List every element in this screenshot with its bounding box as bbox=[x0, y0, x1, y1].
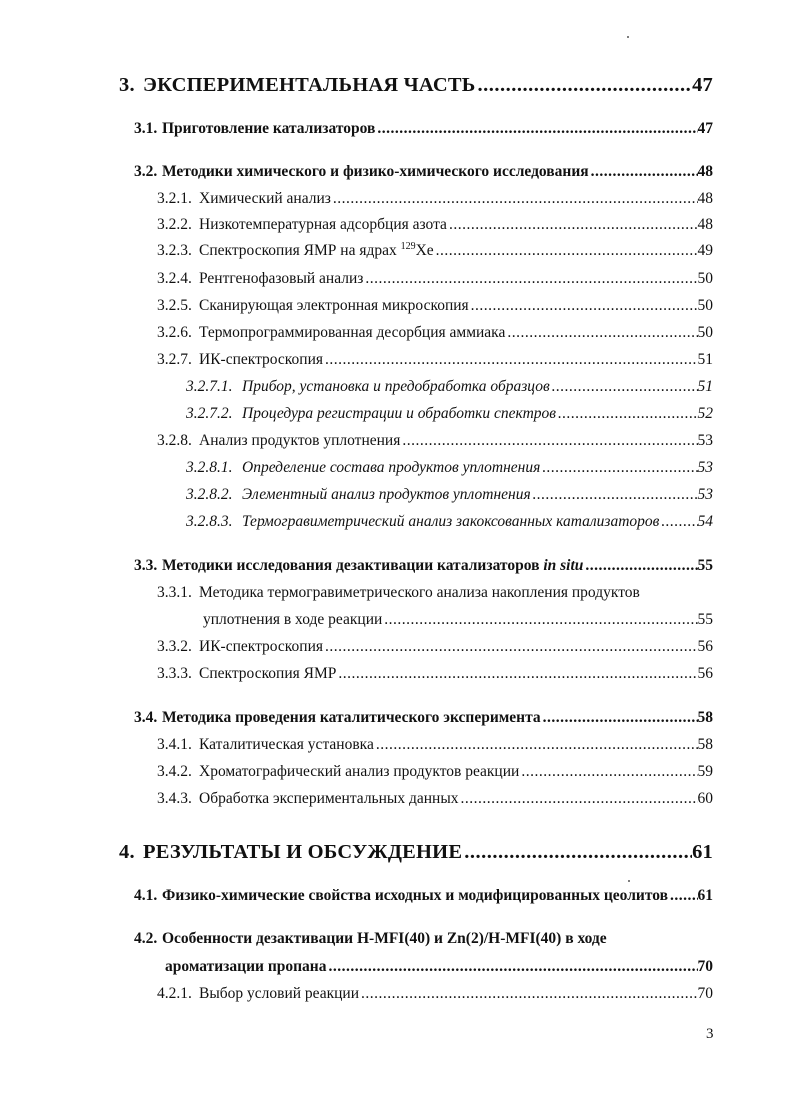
toc-subsection-3-4-2[interactable] bbox=[157, 763, 713, 781]
leader-dots bbox=[449, 216, 698, 234]
entry-title bbox=[162, 557, 583, 575]
entry-number: 4.2.1. bbox=[157, 985, 192, 1002]
entry-page: 60 bbox=[697, 790, 713, 807]
toc-subsection-3-2-6[interactable] bbox=[157, 324, 713, 342]
entry-number: 3.4.2. bbox=[157, 763, 192, 780]
leader-dots bbox=[328, 958, 697, 976]
entry-number: 3.3.1. bbox=[157, 584, 192, 601]
entry-title: Приготовление катализаторов bbox=[162, 120, 376, 137]
toc-item-3-2-8-2[interactable] bbox=[186, 486, 713, 504]
leader-dots bbox=[376, 736, 698, 754]
leader-dots bbox=[464, 841, 692, 864]
leader-dots bbox=[543, 709, 698, 727]
leader-dots bbox=[585, 557, 697, 575]
entry-title: Сканирующая электронная микроскопия bbox=[199, 297, 469, 314]
leader-dots bbox=[558, 405, 698, 423]
entry-title: Выбор условий реакции bbox=[199, 985, 360, 1002]
entry-number: 3.2.1. bbox=[157, 190, 192, 207]
entry-number: 3.2.6. bbox=[157, 324, 192, 341]
scan-speck bbox=[627, 36, 629, 38]
entry-page: 50 bbox=[697, 297, 713, 314]
toc-subsection-3-3-3[interactable] bbox=[157, 665, 713, 683]
entry-title: Физико-химические свойства исходных и модифицированных цеолитов bbox=[162, 887, 668, 904]
entry-title: Обработка экспериментальных данных bbox=[199, 790, 459, 807]
entry-page: 51 bbox=[697, 378, 713, 395]
entry-title bbox=[199, 242, 434, 260]
entry-title: Анализ продуктов уплотнения bbox=[199, 432, 401, 449]
entry-title: Методики химического и физико-химического исследования bbox=[162, 163, 589, 180]
leader-dots bbox=[471, 297, 698, 315]
element-symbol: Xe bbox=[415, 242, 434, 259]
toc-section-3-1[interactable] bbox=[134, 120, 713, 138]
leader-dots bbox=[591, 163, 698, 181]
entry-page: 50 bbox=[697, 324, 713, 341]
entry-page: 56 bbox=[697, 665, 713, 682]
scan-speck bbox=[628, 880, 630, 882]
leader-dots bbox=[333, 190, 698, 208]
leader-dots bbox=[460, 790, 697, 808]
entry-page: 48 bbox=[697, 190, 713, 207]
toc-subsection-3-2-2[interactable] bbox=[157, 216, 713, 234]
leader-dots bbox=[325, 351, 697, 369]
entry-number: 4.1. bbox=[134, 887, 158, 904]
toc-subsection-3-2-3[interactable] bbox=[157, 242, 713, 260]
leader-dots bbox=[533, 486, 698, 504]
entry-title: ЭКСПЕРИМЕНТАЛЬНАЯ ЧАСТЬ bbox=[143, 74, 476, 96]
entry-number: 4. bbox=[119, 841, 135, 863]
entry-title: Хроматографический анализ продуктов реакции bbox=[199, 763, 520, 780]
toc-subsection-3-3-1-continued[interactable] bbox=[203, 611, 713, 629]
entry-title: Рентгенофазовый анализ bbox=[199, 270, 364, 287]
entry-number: 3.3.3. bbox=[157, 665, 192, 682]
entry-title: Методика термогравиметрического анализа накопления продуктов bbox=[199, 584, 640, 601]
entry-title: Термопрограммированная десорбция аммиака bbox=[199, 324, 506, 341]
leader-dots bbox=[402, 432, 697, 450]
toc-section-4-2-continued[interactable] bbox=[165, 958, 713, 976]
entry-title-text: Методики исследования дезактивации катализаторов bbox=[162, 557, 544, 574]
entry-title: Низкотемпературная адсорбция азота bbox=[199, 216, 447, 233]
entry-title: Химический анализ bbox=[199, 190, 331, 207]
entry-title-continued: уплотнения в ходе реакции bbox=[203, 611, 383, 628]
toc-item-3-2-8-3[interactable] bbox=[186, 513, 713, 531]
toc-subsection-3-2-8[interactable] bbox=[157, 432, 713, 450]
leader-dots bbox=[338, 665, 697, 683]
entry-page: 53 bbox=[697, 486, 713, 503]
entry-number: 3.4.1. bbox=[157, 736, 192, 753]
toc-item-3-2-7-1[interactable] bbox=[186, 378, 713, 396]
entry-number: 3.4.3. bbox=[157, 790, 192, 807]
leader-dots bbox=[384, 611, 697, 629]
toc-item-3-2-7-2[interactable] bbox=[186, 405, 713, 423]
leader-dots bbox=[661, 513, 697, 531]
entry-page: 56 bbox=[697, 638, 713, 655]
entry-title: Методика проведения каталитического эксперимента bbox=[162, 709, 541, 726]
entry-page: 52 bbox=[697, 405, 713, 422]
entry-title: ИК-спектроскопия bbox=[199, 638, 324, 655]
toc-subsection-3-3-1[interactable] bbox=[157, 584, 713, 602]
entry-number: 3.2.3. bbox=[157, 242, 192, 259]
toc-subsection-3-2-7[interactable] bbox=[157, 351, 713, 369]
entry-number: 3.3. bbox=[134, 557, 158, 574]
leader-dots bbox=[521, 763, 697, 781]
toc-subsection-3-2-5[interactable] bbox=[157, 297, 713, 315]
toc-chapter-3[interactable] bbox=[119, 74, 713, 97]
entry-page: 61 bbox=[697, 887, 713, 904]
entry-page: 58 bbox=[697, 709, 713, 726]
leader-dots bbox=[542, 459, 697, 477]
entry-page: 59 bbox=[697, 763, 713, 780]
leader-dots bbox=[325, 638, 697, 656]
entry-number: 3.2.2. bbox=[157, 216, 192, 233]
entry-page: 49 bbox=[697, 242, 713, 259]
leader-dots bbox=[507, 324, 697, 342]
entry-page: 53 bbox=[697, 432, 713, 449]
entry-title: Процедура регистрации и обработки спектров bbox=[242, 405, 556, 422]
entry-page: 61 bbox=[692, 841, 713, 863]
entry-page: 70 bbox=[697, 985, 713, 1002]
toc-chapter-4[interactable] bbox=[119, 841, 713, 864]
leader-dots bbox=[478, 74, 693, 97]
entry-title-text: Спектроскопия ЯМР на ядрах bbox=[199, 242, 401, 259]
entry-title: Каталитическая установка bbox=[199, 736, 374, 753]
entry-title: Термогравиметрический анализ закоксованных катализаторов bbox=[242, 513, 660, 530]
entry-number: 3.2.8. bbox=[157, 432, 192, 449]
page-number: 3 bbox=[706, 1026, 714, 1042]
entry-number: 3.4. bbox=[134, 709, 158, 726]
entry-title: ИК-спектроскопия bbox=[199, 351, 324, 368]
entry-page: 48 bbox=[697, 163, 713, 180]
toc-subsection-3-4-1[interactable] bbox=[157, 736, 713, 754]
entry-number: 3.2.7.1. bbox=[186, 378, 233, 395]
entry-page: 55 bbox=[697, 611, 713, 628]
entry-title: РЕЗУЛЬТАТЫ И ОБСУЖДЕНИЕ bbox=[143, 841, 463, 863]
entry-number: 3.2.7.2. bbox=[186, 405, 233, 422]
entry-number: 3.2.8.2. bbox=[186, 486, 233, 503]
leader-dots bbox=[670, 887, 698, 905]
toc-section-4-1[interactable] bbox=[134, 887, 713, 905]
entry-title: Определение состава продуктов уплотнения bbox=[242, 459, 541, 476]
leader-dots bbox=[552, 378, 698, 396]
toc-subsection-4-2-1[interactable] bbox=[157, 985, 713, 1003]
leader-dots bbox=[377, 120, 697, 138]
entry-number: 3.1. bbox=[134, 120, 158, 137]
entry-page: 47 bbox=[692, 74, 713, 96]
toc-section-3-2[interactable] bbox=[134, 163, 713, 181]
entry-number: 3.2. bbox=[134, 163, 158, 180]
leader-dots bbox=[365, 270, 697, 288]
entry-page: 58 bbox=[697, 736, 713, 753]
entry-page: 48 bbox=[697, 216, 713, 233]
toc-subsection-3-3-2[interactable] bbox=[157, 638, 713, 656]
entry-title-continued: ароматизации пропана bbox=[165, 958, 327, 975]
leader-dots bbox=[361, 985, 697, 1003]
entry-number: 3.2.5. bbox=[157, 297, 192, 314]
entry-page: 47 bbox=[697, 120, 713, 137]
toc-section-4-2[interactable] bbox=[134, 930, 713, 948]
entry-title: Элементный анализ продуктов уплотнения bbox=[242, 486, 531, 503]
entry-page: 51 bbox=[697, 351, 713, 368]
leader-dots bbox=[436, 242, 698, 260]
entry-number: 3.2.7. bbox=[157, 351, 192, 368]
toc-section-3-3[interactable] bbox=[134, 557, 713, 575]
entry-number: 3. bbox=[119, 74, 135, 96]
entry-page: 55 bbox=[697, 557, 713, 574]
entry-title-emphasis: in situ bbox=[543, 557, 584, 574]
entry-title: Прибор, установка и предобработка образцов bbox=[242, 378, 550, 395]
toc-subsection-3-4-3[interactable] bbox=[157, 790, 713, 808]
entry-title: Спектроскопия ЯМР bbox=[199, 665, 337, 682]
toc-section-3-4[interactable] bbox=[134, 709, 713, 727]
isotope-superscript: 129 bbox=[400, 242, 416, 252]
entry-page: 50 bbox=[697, 270, 713, 287]
entry-page: 53 bbox=[697, 459, 713, 476]
entry-page: 70 bbox=[697, 958, 713, 975]
toc-subsection-3-2-4[interactable] bbox=[157, 270, 713, 288]
entry-title: Особенности дезактивации H-MFI(40) и Zn(2)/H-MFI(40) в ходе bbox=[162, 930, 607, 947]
entry-number: 4.2. bbox=[134, 930, 158, 947]
entry-number: 3.2.8.1. bbox=[186, 459, 233, 476]
toc-subsection-3-2-1[interactable] bbox=[157, 190, 713, 208]
entry-number: 3.2.4. bbox=[157, 270, 192, 287]
entry-page: 54 bbox=[697, 513, 713, 530]
toc-item-3-2-8-1[interactable] bbox=[186, 459, 713, 477]
entry-number: 3.3.2. bbox=[157, 638, 192, 655]
entry-number: 3.2.8.3. bbox=[186, 513, 233, 530]
